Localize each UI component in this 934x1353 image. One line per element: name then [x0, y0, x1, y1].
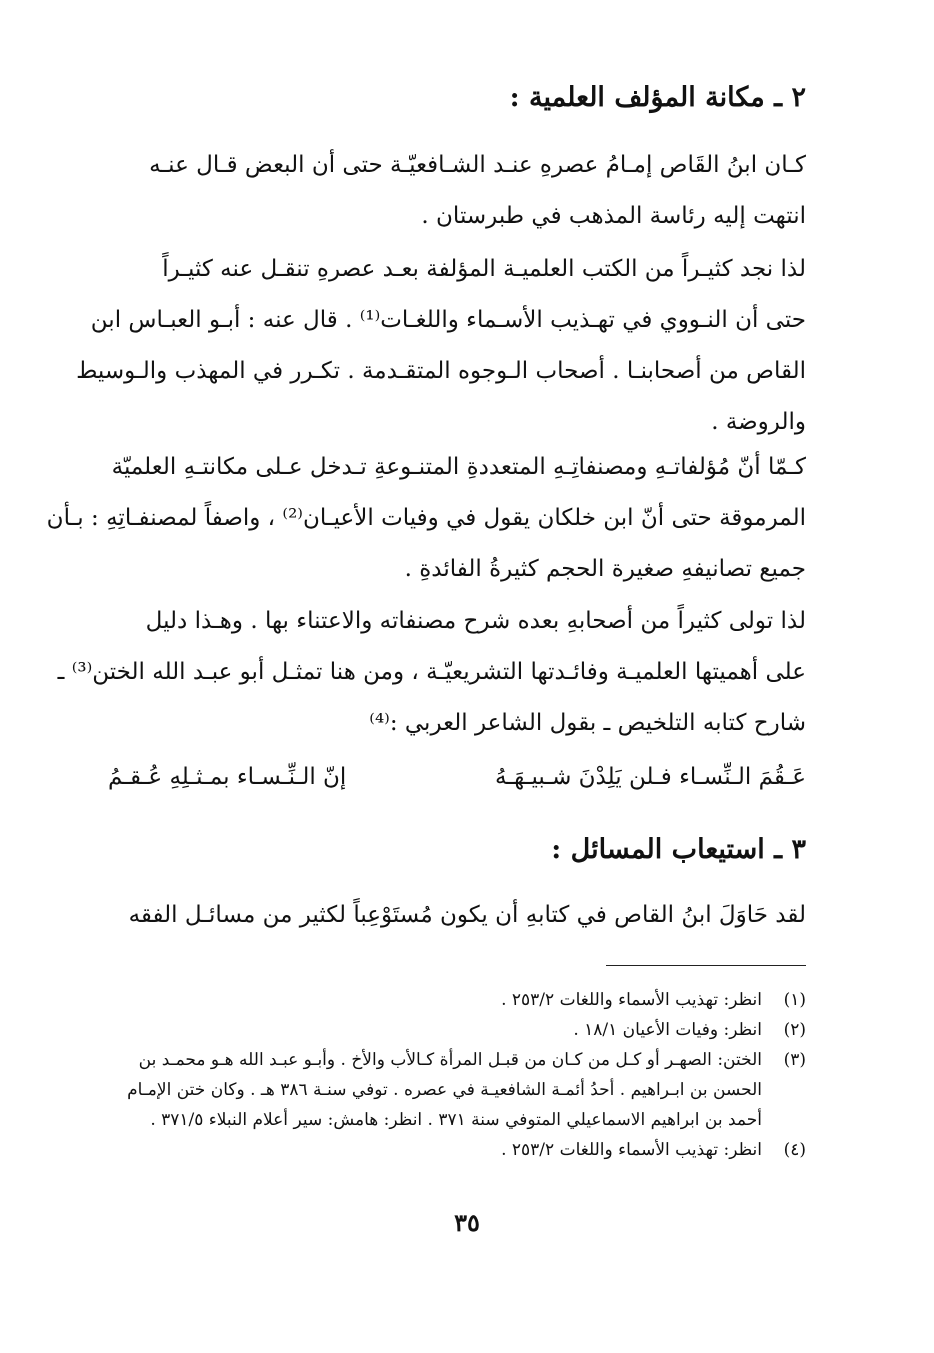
text-line: المرموقة حتى أنّ ابن خلكان يقول في وفيات الأعيـان⁽²⁾ ، واصفاً لمصنفـاتِهِ : بـأن	[46, 505, 806, 531]
text-line: لذا نجد كثيـراً من الكتب العلميـة المؤلفة بعـد عصرهِ تنقـل عنه كثيـراً	[162, 256, 806, 282]
footnote-number: (١)	[783, 990, 806, 1010]
text-line: شارح كتابه التلخيص ـ بقول الشاعر العربي :⁽⁴⁾	[369, 710, 806, 736]
footnote	[100, 985, 806, 1015]
text-line: كـمّا أنّ مُؤلفاتـهِ ومصنفاتِـهِ المتعددةِ المتنـوعةِ تـدخل عـلى مكانتـهِ العلميّة	[111, 454, 806, 480]
footnote	[100, 1015, 806, 1045]
footnote-number: (٤)	[783, 1140, 806, 1160]
footnote-text: انظر: تهذيب الأسماء واللغات ٢٥٣/٢ .	[501, 990, 762, 1010]
paragraph	[46, 442, 806, 595]
footnote	[100, 1135, 806, 1165]
footnote-text: الحسن بن ابـراهيم . أحدُ أئمـة الشافعيـة في عصره . توفي سنـة ٣٨٦ هـ . وكان ختن الإمـام	[127, 1080, 762, 1100]
footnote	[100, 1045, 806, 1135]
text-line: القاص من أصحابنـا . أصحاب الـوجوه المتقـدمة . تكـرر في المهذب والـوسيط	[76, 358, 806, 384]
poetry-verse	[108, 752, 806, 802]
footnote-text: الختن: الصهـر أو كـل من كـان من قبـل المرأة كـالأب والأخ . وأبـو عبـد الله هـو محمـد بن	[138, 1050, 762, 1070]
footnote-number: (٣)	[783, 1050, 806, 1070]
footnote-divider	[606, 965, 806, 966]
section-heading-issues-coverage: ٣ ـ استيعاب المسائل :	[551, 834, 806, 865]
footnote-text: انظر: تهذيب الأسماء واللغات ٢٥٣/٢ .	[501, 1140, 762, 1160]
text-line: جميع تصانيفهِ صغيرة الحجم كثيرةُ الفائدةِ .	[404, 556, 806, 582]
verse-second-hemistich: إنّ الـنِّـسـاء بمـثـلِهِ عُـقـمُ	[108, 764, 347, 790]
footnote-text: أحمد بن ابراهيم الاسماعيلي المتوفي سنة ٣٧١ . انظر: هامش: سير أعلام النبلاء ٣٧١/٥ .	[150, 1110, 762, 1130]
footnotes	[100, 985, 806, 1165]
text-line: لذا تولى كثيراً من أصحابهِ بعده شرح مصنفاته والاعتناء بها . وهـذا دليل	[145, 608, 806, 634]
section-heading-author-status: ٢ ـ مكانة المؤلف العلمية :	[509, 82, 806, 113]
text-line: والروضة .	[711, 409, 806, 435]
text-line: لقد حَاوَلَ ابنُ القاص في كتابهِ أن يكون مُستَوْعِباً لكثير من مسائـل الفقه	[128, 902, 806, 928]
text-line: حتى أن النـووي في تهـذيب الأسـماء واللغـات⁽¹⁾ . قال عنه : أبـو العبـاس ابن	[90, 307, 806, 333]
text-line: كـان ابنُ القَاص إمـامُ عصرهِ عنـد الشـافعيّـة حتى أن البعض قـال عنـه	[149, 152, 806, 178]
verse-first-hemistich: عَـقُمَ الـنِّسـاء فـلن يَلِدْنَ شـبيـهَـهُ	[495, 764, 806, 790]
page-number: ٣٥	[454, 1208, 480, 1237]
paragraph	[106, 890, 806, 941]
text-line: على أهميتها العلميـة وفائـدتها التشريعيّـة ، ومن هنا تمثـل أبو عبـد الله الختن⁽³⁾ ـ	[57, 659, 806, 685]
paragraph	[106, 140, 806, 242]
footnote-text: انظر: وفيات الأعيان ١٨/١ .	[573, 1020, 762, 1040]
paragraph	[57, 596, 806, 749]
footnote-number: (٢)	[783, 1020, 806, 1040]
text-line: انتهت إليه رئاسة المذهب في طبرستان .	[421, 203, 806, 229]
paragraph	[76, 244, 806, 448]
